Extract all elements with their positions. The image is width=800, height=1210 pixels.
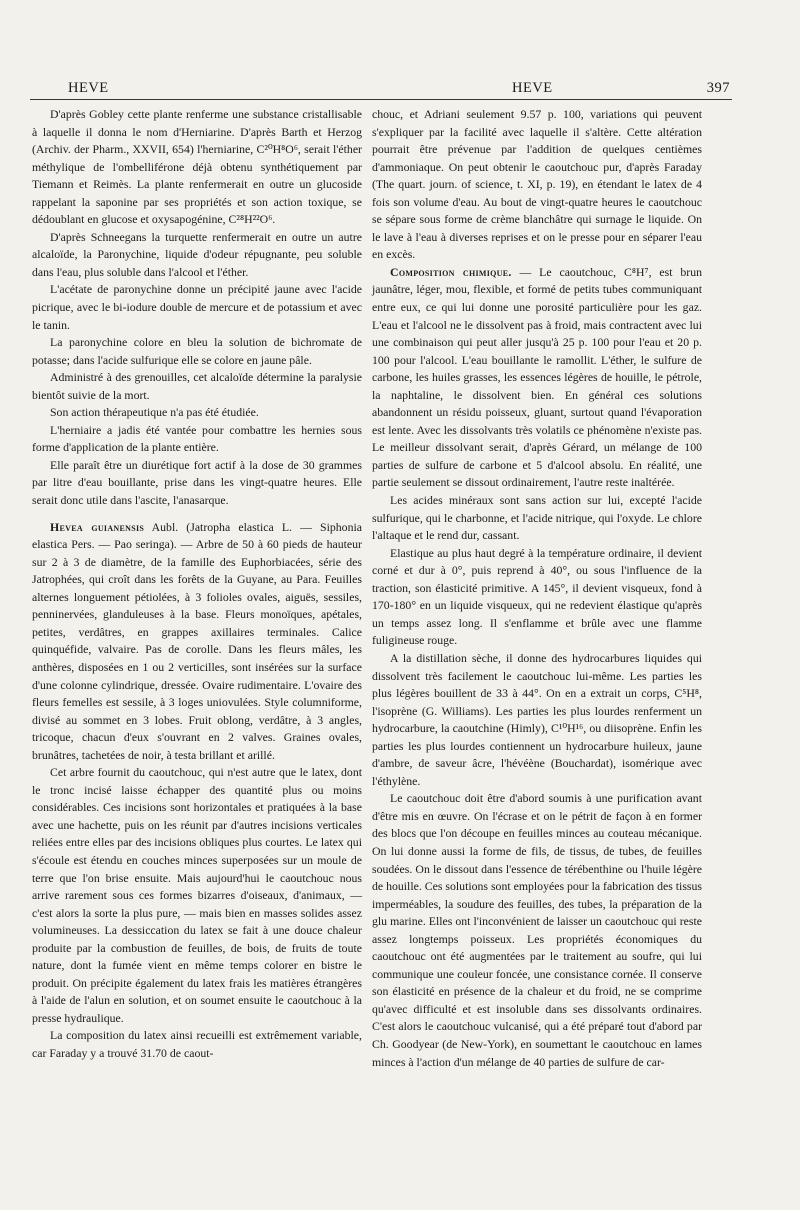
paragraph: Elle paraît être un diurétique fort actif à la dose de 30 grammes par litre d'eau bouillante, prise dans les vingt-quatre heures. Elle serait donc utile dans l'ascite, l'anasarque. [32, 457, 362, 508]
paragraph: La composition du latex ainsi recueilli est extrêmement variable, car Faraday y a trouvé 31.70 de caout- [32, 1028, 362, 1060]
paragraph: D'après Schneegans la turquette renfermerait en outre un autre alcaloïde, la Paronychine, liquide d'odeur répugnante, peu soluble dans l'eau, plus soluble dans l'alcool et l'éther. [32, 229, 362, 279]
paragraph: Elastique au plus haut degré à la température ordinaire, il devient corné et dur à 0°, puis reprend à 40°, ou sous l'influence de la traction, son élasticité primitive. A 145°, il devient visqueux, fond à 170-180° en un liquide visqueux, qui ne redevient élastique qu'après un temps assez long. Il s'enflamme et brûle avec une flamme fuligineuse rouge. [372, 545, 702, 648]
header-center-title: HEVE [512, 80, 553, 96]
section-text: — Le caoutchouc, C⁸H⁷, est brun jaunâtre, léger, mou, flexible, et formé de petits tubes communiquant entre eux, ce qui lui donne une porosité particulière pour les gaz. L'eau et l'alcool ne le dissolvent pas à froid, mais contractent avec lui une combinaison qui peut aller jusqu'à 25 p. 100 pour l'eau et 20 p. 100 pour l'alcool. L'eau bouillante le ramollit. L'éther, le sulfure de carbone, les huiles grasses, les essences légères de houille, le pétrole, la naphtaline, le dissolvent bien. En général ces solutions abandonnent un résidu poisseux, gluant, surtout quand l'évaporation est lente. Avec les dissolvants très volatils ce phénomène n'existe pas. Le meilleur dissolvant serait, d'après Gérard, un mélange de 100 parties de sulfure de carbone et 5 d'alcool absolu. En réalité, une partie seulement se dissout ordinairement, l'autre reste inaltérée. [372, 264, 702, 490]
paragraph: Le caoutchouc doit être d'abord soumis à une purification avant d'être mis en œuvre. On l'écrase et on le pétrit de façon à en former des blocs que l'on découpe en feuilles minces au couteau mécanique. On lui donne aussi la forme de fils, de tissus, de tubes, de feuilles soudées. On le dissout dans l'essence de térébenthine ou l'huile légère de houille. Ces solutions sont employées pour la fabrication des tissus imperméables, la soudure des feuilles, des tubes, la préparation de la glu marine. Elles ont l'inconvénient de laisser un caoutchouc qui reste assez longtemps poisseux. Les propriétés économiques du caoutchouc ont été augmentées par le traitement au soufre, qui lui communique une couleur foncée, une consistance cornée. Il conserve son élasticité en présence de la chaleur et du froid, ne se comprime qu'avec difficulté et est insoluble dans ses dissolvants ordinaires. C'est alors le caoutchouc vulcanisé, qui a été préparé tout d'abord par Ch. Goodyear (de New-York), en soumettant le caoutchouc en lames minces à l'action d'un mélange de 40 parties de sulfure de car- [372, 791, 702, 1069]
header-left-title: HEVE [68, 80, 109, 96]
paragraph: Les acides minéraux sont sans action sur lui, excepté l'acide sulfurique, qui le charbonne, et l'acide nitrique, qui l'oxyde. Le chlore l'altaque et le rend dur, cassant. [372, 493, 702, 543]
paragraph: La paronychine colore en bleu la solution de bichromate de potasse; dans l'acide sulfurique elle se colore en jaune pâle. [32, 335, 362, 367]
paragraph: L'herniaire a jadis été vantée pour combattre les hernies sous forme d'application de la plante entière. [32, 422, 362, 455]
section-paragraph [372, 264, 702, 492]
page-number: 397 [706, 80, 730, 96]
entry-heading: Hevea guianensis [50, 519, 145, 534]
entry-text: Aubl. (Jatropha elastica L. — Siphonia elastica Pers. — Pao seringa). — Arbre de 50 à 60 pieds de hauteur sur 2 à 3 de diamètre, de la famille des Euphorbiacées, série des Jatrophées, qui croît dans les forêts de la Guyane, au Para. Feuilles alternes longuement pétiolées, à 3 folioles ovales, aiguës, sessiles, penninervées, glanduleuses à la base. Fleurs monoïques, apétales, petites, verdâtres, en grappes axillaires terminales. Calice quinquéfide, valvaire. Pas de corolle. Dans les fleurs mâles, les anthères, disposées en 1 ou 2 verticilles, sont insérées sur la surface d'une colonne cylindrique, dressée. Ovaire rudimentaire. L'ovaire des fleurs femelles est sessile, à 3 loges uniovulées. Style columniforme, divisé au sommet en 3 lobes. Fruit oblong, verdâtre, à 3 angles, tricoque, chacun d'eux s'ouvrant en 2 valves. Graines ovales, brunâtres, tachetées de noir, à testa brillant et arillé. [32, 519, 362, 762]
section-heading: Composition chimique. [390, 264, 512, 279]
paragraph: A la distillation sèche, il donne des hydrocarbures liquides qui dissolvent très facilement le caoutchouc lui-même. Les parties les plus légères bouillent de 33 à 44°. On en a extrait un corps, C⁵H⁸, l'isoprène (G. Williams). Les parties les plus lourdes renferment un hydrocarbure, la caoutchine (Himly), C¹⁰H¹⁶, ou diisoprène. Enfin les parties les plus lourdes contiennent un hydrocarbure huileux, jaune d'ambre, de saveur âcre, l'hévéène (Bouchardat), isomérique avec l'éthylène. [372, 650, 702, 788]
paragraph: L'acétate de paronychine donne un précipité jaune avec l'acide picrique, avec le bi-iodure double de mercure et de potassium et avec le tanin. [32, 282, 362, 332]
right-column [372, 106, 702, 1071]
running-header [20, 80, 730, 100]
entry-paragraph [32, 519, 362, 765]
header-rule [30, 99, 732, 100]
paragraph: Administré à des grenouilles, cet alcaloïde détermine la paralysie bientôt suivie de la mort. [32, 370, 362, 402]
paragraph: D'après Gobley cette plante renferme une substance cristallisable à laquelle il donna le nom d'Herniarine. D'après Barth et Herzog (Archiv. der Pharm., XXVII, 654) l'herniarine, C²⁰H⁸O⁶, serait l'éther méthylique de l'ombelliférone déjà obtenu synthétiquement par Tiemann et Reimès. La plante renfermerait en outre un glucoside rappelant la saponine par ses propriétés et son action toxique, se dédoublant en glucose et oxysapogénine, C²⁸H²²O⁶. [32, 107, 362, 227]
paragraph: Cet arbre fournit du caoutchouc, qui n'est autre que le latex, dont le tronc incisé laisse échapper des quantité plus ou moins considérables. Ces incisions sont horizontales et pratiquées à la base avec une hachette, puis on les réunit par d'autres incisions verticales reliées entre elles par des incisions obliques plus courtes. Le latex qui s'écoule est étendu en couches minces superposées sur un moule de terre que l'on brise ensuite. Mais aujourd'hui le caoutchouc nous arrive rarement sous ces formes bizarres d'oiseaux, d'animaux, — c'est alors la sorte la plus pure, — mais bien en masses solides assez volumineuses. La dessiccation du latex se fait à une douce chaleur produite par la combustion de feuilles, de bois, de fruits de toute nature, dont la fumée vient en même temps colorer en bistre le produit. On précipite également du latex frais les matières étrangères à l'aide de l'alun en solution, et on soumet ensuite le caoutchouc à la presse hydraulique. [32, 765, 362, 1025]
left-column [32, 106, 362, 1063]
paragraph: Son action thérapeutique n'a pas été étudiée. [50, 405, 259, 420]
paragraph: chouc, et Adriani seulement 9.57 p. 100, variations qui peuvent s'expliquer par la facilité avec laquelle il s'altère. Cette altération pourrait être prévenue par l'addition de quelques centièmes d'ammoniaque. On peut obtenir le caoutchouc pur, d'après Faraday (The quart. journ. of science, t. XI, p. 19), en étendant le latex de 4 fois son volume d'eau. Au bout de vingt-quatre heures le caoutchouc se sépare sous forme de crème blanchâtre qui surnage le liquide. On le lave à l'eau à diverses reprises et on le presse pour en séparer l'eau en excès. [372, 107, 702, 262]
